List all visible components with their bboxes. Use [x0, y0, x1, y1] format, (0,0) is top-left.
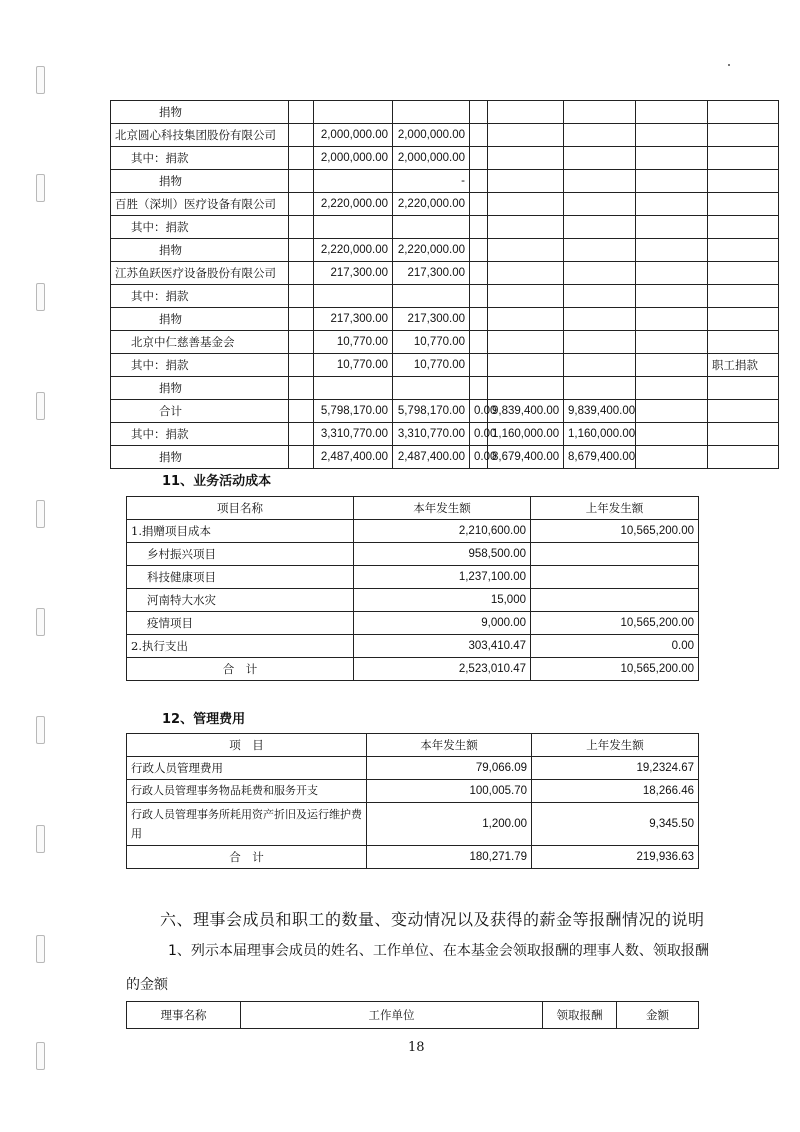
table-row [127, 780, 699, 803]
table-row [111, 262, 779, 285]
row-name: 乡村振兴项目 [127, 543, 354, 566]
spacer-cell [289, 124, 314, 147]
remark-cell [708, 170, 779, 193]
amount-col-3 [470, 170, 488, 193]
table-row [127, 520, 699, 543]
row-name: 科技健康项目 [127, 566, 354, 589]
row-previous: 9,345.50 [532, 803, 699, 846]
amount-col-1: 2,000,000.00 [314, 147, 393, 170]
binder-hole [36, 174, 45, 202]
header-item: 项 目 [127, 734, 367, 757]
row-name: 2.执行支出 [127, 635, 354, 658]
row-previous [531, 589, 699, 612]
amount-col-4 [488, 170, 564, 193]
blank-cell [636, 400, 708, 423]
binder-hole [36, 935, 45, 963]
binder-hole [36, 500, 45, 528]
amount-col-2: 3,310,770.00 [393, 423, 470, 446]
row-name: 行政人员管理费用 [127, 757, 367, 780]
header-previous-year: 上年发生额 [531, 497, 699, 520]
amount-col-1 [314, 101, 393, 124]
remark-cell [708, 262, 779, 285]
amount-col-5 [564, 124, 636, 147]
row-name: 1.捐赠项目成本 [127, 520, 354, 543]
amount-col-5 [564, 101, 636, 124]
amount-col-1: 10,770.00 [314, 331, 393, 354]
table-row [111, 308, 779, 331]
amount-col-2: 10,770.00 [393, 354, 470, 377]
row-current: 1,237,100.00 [354, 566, 531, 589]
amount-col-4 [488, 124, 564, 147]
amount-col-5: 1,160,000.00 [564, 423, 636, 446]
table-row [111, 285, 779, 308]
table-row [127, 635, 699, 658]
amount-col-4 [488, 354, 564, 377]
amount-col-5 [564, 354, 636, 377]
table-row [111, 170, 779, 193]
amount-col-1: 5,798,170.00 [314, 400, 393, 423]
remark-cell [708, 423, 779, 446]
board-members-table [126, 1001, 699, 1029]
remark-cell [708, 446, 779, 469]
remark-cell [708, 216, 779, 239]
amount-col-1 [314, 170, 393, 193]
row-current: 2,523,010.47 [354, 658, 531, 681]
blank-cell [636, 331, 708, 354]
amount-col-2: 2,000,000.00 [393, 124, 470, 147]
header-work-unit: 工作单位 [241, 1002, 543, 1029]
row-current: 9,000.00 [354, 612, 531, 635]
spacer-cell [289, 216, 314, 239]
table-row [111, 147, 779, 170]
blank-cell [636, 423, 708, 446]
table-header-row [127, 734, 699, 757]
donor-name: 捐物 [111, 170, 289, 193]
row-current: 2,210,600.00 [354, 520, 531, 543]
amount-col-2: 217,300.00 [393, 308, 470, 331]
amount-col-3: 0.00 [470, 446, 488, 469]
amount-col-4 [488, 101, 564, 124]
donor-name: 其中：捐款 [111, 147, 289, 170]
table-row [111, 446, 779, 469]
binder-hole [36, 825, 45, 853]
amount-col-4 [488, 147, 564, 170]
scan-speck [728, 64, 730, 66]
header-current-year: 本年发生额 [367, 734, 532, 757]
spacer-cell [289, 308, 314, 331]
amount-col-2 [393, 216, 470, 239]
donor-name: 其中：捐款 [111, 285, 289, 308]
spacer-cell [289, 423, 314, 446]
amount-col-4 [488, 331, 564, 354]
row-previous: 0.00 [531, 635, 699, 658]
spacer-cell [289, 285, 314, 308]
table-row [111, 377, 779, 400]
row-previous: 19,2324.67 [532, 757, 699, 780]
table-row [111, 239, 779, 262]
remark-cell [708, 124, 779, 147]
amount-col-1 [314, 216, 393, 239]
amount-col-1: 217,300.00 [314, 262, 393, 285]
spacer-cell [289, 170, 314, 193]
amount-col-2 [393, 101, 470, 124]
amount-col-4 [488, 216, 564, 239]
business-cost-body [127, 520, 699, 681]
row-current: 79,066.09 [367, 757, 532, 780]
blank-cell [636, 147, 708, 170]
amount-col-4: 1,160,000.00 [488, 423, 564, 446]
blank-cell [636, 216, 708, 239]
row-current: 958,500.00 [354, 543, 531, 566]
table-row [127, 757, 699, 780]
amount-col-2 [393, 285, 470, 308]
amount-col-3 [470, 354, 488, 377]
row-name: 合 计 [127, 846, 367, 869]
amount-col-3 [470, 331, 488, 354]
amount-col-4 [488, 262, 564, 285]
amount-col-5 [564, 216, 636, 239]
amount-col-3 [470, 216, 488, 239]
amount-col-5 [564, 147, 636, 170]
section-6-paragraph: 1、列示本届理事会成员的姓名、工作单位、在本基金会领取报酬的理事人数、领取报酬的金额 [126, 943, 709, 993]
donor-name: 其中：捐款 [111, 423, 289, 446]
table-header-row [127, 1002, 699, 1029]
spacer-cell [289, 377, 314, 400]
amount-col-2: 2,487,400.00 [393, 446, 470, 469]
remark-cell [708, 285, 779, 308]
blank-cell [636, 193, 708, 216]
header-member-name: 理事名称 [127, 1002, 241, 1029]
donations-table [110, 100, 779, 469]
spacer-cell [289, 239, 314, 262]
header-amount: 金额 [617, 1002, 699, 1029]
spacer-cell [289, 354, 314, 377]
remark-cell [708, 193, 779, 216]
amount-col-1: 10,770.00 [314, 354, 393, 377]
amount-col-1: 3,310,770.00 [314, 423, 393, 446]
table-row [127, 589, 699, 612]
table-row [111, 423, 779, 446]
donor-name: 其中：捐款 [111, 354, 289, 377]
donations-table-body [111, 101, 779, 469]
amount-col-2: 2,220,000.00 [393, 193, 470, 216]
donor-name: 百胜（深圳）医疗设备有限公司 [111, 193, 289, 216]
row-previous: 10,565,200.00 [531, 520, 699, 543]
amount-col-5 [564, 170, 636, 193]
row-current: 180,271.79 [367, 846, 532, 869]
amount-col-3: 0.00 [470, 400, 488, 423]
row-current: 100,005.70 [367, 780, 532, 803]
row-name: 行政人员管理事务所耗用资产折旧及运行维护费用 [127, 803, 367, 846]
donor-name: 捐物 [111, 239, 289, 262]
remark-cell [708, 400, 779, 423]
table-header-row [127, 497, 699, 520]
donor-name: 北京中仁慈善基金会 [111, 331, 289, 354]
donor-name: 捐物 [111, 446, 289, 469]
header-item-name: 项目名称 [127, 497, 354, 520]
binder-hole [36, 392, 45, 420]
amount-col-2 [393, 377, 470, 400]
amount-col-2: - [393, 170, 470, 193]
section-6-heading: 六、理事会成员和职工的数量、变动情况以及获得的薪金等报酬情况的说明 [160, 910, 705, 929]
amount-col-5 [564, 331, 636, 354]
amount-col-5 [564, 193, 636, 216]
binder-hole [36, 608, 45, 636]
business-cost-table [126, 496, 699, 681]
remark-cell [708, 377, 779, 400]
section-12-title: 12、管理费用 [162, 712, 246, 727]
remark-cell [708, 331, 779, 354]
amount-col-1 [314, 377, 393, 400]
header-previous-year: 上年发生额 [532, 734, 699, 757]
section-11-title: 11、业务活动成本 [162, 474, 272, 489]
spacer-cell [289, 400, 314, 423]
table-row [111, 354, 779, 377]
table-row [111, 216, 779, 239]
amount-col-3 [470, 147, 488, 170]
blank-cell [636, 170, 708, 193]
amount-col-4: 9,839,400.00 [488, 400, 564, 423]
amount-col-5: 9,839,400.00 [564, 400, 636, 423]
table-row [127, 566, 699, 589]
blank-cell [636, 239, 708, 262]
amount-col-3 [470, 285, 488, 308]
row-name: 疫情项目 [127, 612, 354, 635]
amount-col-5 [564, 285, 636, 308]
remark-cell [708, 308, 779, 331]
donor-name: 江苏鱼跃医疗设备股份有限公司 [111, 262, 289, 285]
blank-cell [636, 101, 708, 124]
binder-hole [36, 716, 45, 744]
row-previous: 10,565,200.00 [531, 612, 699, 635]
table-row-total [127, 658, 699, 681]
spacer-cell [289, 147, 314, 170]
amount-col-1 [314, 285, 393, 308]
amount-col-3: 0.00 [470, 423, 488, 446]
amount-col-1: 2,000,000.00 [314, 124, 393, 147]
blank-cell [636, 285, 708, 308]
spacer-cell [289, 446, 314, 469]
amount-col-3 [470, 101, 488, 124]
amount-col-3 [470, 308, 488, 331]
donor-name: 捐物 [111, 377, 289, 400]
amount-col-5 [564, 308, 636, 331]
amount-col-3 [470, 193, 488, 216]
donor-name: 捐物 [111, 101, 289, 124]
amount-col-1: 2,220,000.00 [314, 193, 393, 216]
amount-col-4 [488, 239, 564, 262]
amount-col-1: 2,220,000.00 [314, 239, 393, 262]
table-row [127, 612, 699, 635]
amount-col-4 [488, 308, 564, 331]
table-row [111, 331, 779, 354]
spacer-cell [289, 101, 314, 124]
binder-hole [36, 66, 45, 94]
binder-hole [36, 1042, 45, 1070]
row-previous: 10,565,200.00 [531, 658, 699, 681]
blank-cell [636, 377, 708, 400]
amount-col-2: 2,000,000.00 [393, 147, 470, 170]
row-previous [531, 566, 699, 589]
amount-col-4 [488, 285, 564, 308]
donor-name: 合计 [111, 400, 289, 423]
spacer-cell [289, 262, 314, 285]
page-number: 18 [408, 1040, 425, 1055]
row-current: 1,200.00 [367, 803, 532, 846]
amount-col-2: 5,798,170.00 [393, 400, 470, 423]
remark-cell [708, 147, 779, 170]
spacer-cell [289, 193, 314, 216]
amount-col-4 [488, 193, 564, 216]
binder-hole [36, 283, 45, 311]
row-name: 河南特大水灾 [127, 589, 354, 612]
amount-col-4: 8,679,400.00 [488, 446, 564, 469]
amount-col-3 [470, 124, 488, 147]
row-current: 303,410.47 [354, 635, 531, 658]
amount-col-5 [564, 377, 636, 400]
remark-cell [708, 239, 779, 262]
remark-cell [708, 101, 779, 124]
management-expense-table [126, 733, 699, 869]
amount-col-5 [564, 239, 636, 262]
row-previous: 219,936.63 [532, 846, 699, 869]
table-row [111, 124, 779, 147]
table-row [127, 543, 699, 566]
row-previous [531, 543, 699, 566]
blank-cell [636, 446, 708, 469]
amount-col-2: 217,300.00 [393, 262, 470, 285]
table-row [127, 803, 699, 846]
amount-col-2: 10,770.00 [393, 331, 470, 354]
amount-col-3 [470, 377, 488, 400]
amount-col-1: 217,300.00 [314, 308, 393, 331]
amount-col-3 [470, 239, 488, 262]
amount-col-5: 8,679,400.00 [564, 446, 636, 469]
blank-cell [636, 262, 708, 285]
header-paid: 领取报酬 [543, 1002, 617, 1029]
row-name: 行政人员管理事务物品耗费和服务开支 [127, 780, 367, 803]
donor-name: 捐物 [111, 308, 289, 331]
row-name: 合 计 [127, 658, 354, 681]
header-current-year: 本年发生额 [354, 497, 531, 520]
table-row [111, 193, 779, 216]
amount-col-5 [564, 262, 636, 285]
donor-name: 北京圆心科技集团股份有限公司 [111, 124, 289, 147]
row-previous: 18,266.46 [532, 780, 699, 803]
blank-cell [636, 308, 708, 331]
blank-cell [636, 124, 708, 147]
remark-cell: 职工捐款 [708, 354, 779, 377]
amount-col-2: 2,220,000.00 [393, 239, 470, 262]
spacer-cell [289, 331, 314, 354]
blank-cell [636, 354, 708, 377]
amount-col-3 [470, 262, 488, 285]
amount-col-4 [488, 377, 564, 400]
table-row [111, 101, 779, 124]
amount-col-1: 2,487,400.00 [314, 446, 393, 469]
table-row-total [127, 846, 699, 869]
row-current: 15,000 [354, 589, 531, 612]
table-row [111, 400, 779, 423]
donor-name: 其中：捐款 [111, 216, 289, 239]
